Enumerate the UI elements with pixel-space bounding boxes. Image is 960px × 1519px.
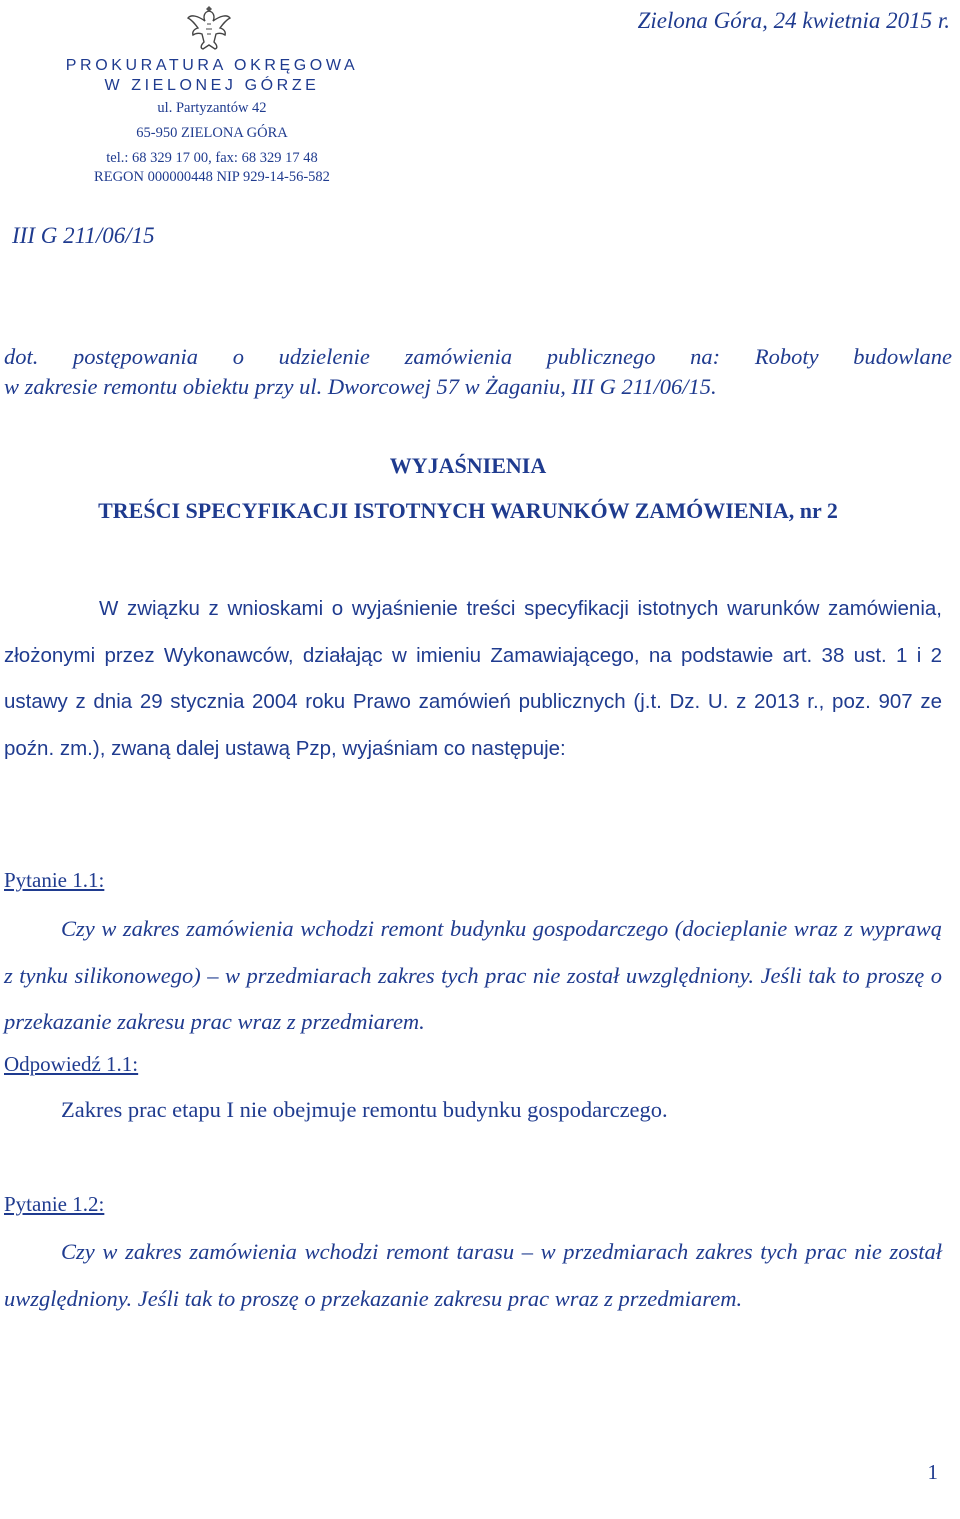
question-1-1-text: Czy w zakres zamówienia wchodzi remont budynku gospodarczego (docieplanie wraz z wyprawą z tynku silikonowego) – w przedmiarach zakres tych prac nie został uwzględniony. Jeśli tak to proszę o przekazanie zakresu prac wraz z przedmiarem. bbox=[4, 916, 942, 1034]
office-name-line-2: W ZIELONEJ GÓRZE bbox=[104, 77, 320, 94]
subject-line-2: w zakresie remontu obiektu przy ul. Dworcowej 57 w Żaganiu, III G 211/06/15. bbox=[4, 374, 717, 399]
question-1-2-text: Czy w zakres zamówienia wchodzi remont tarasu – w przedmiarach zakres tych prac nie został uwzględniony. Jeśli tak to proszę o przekazanie zakresu prac wraz z przedmiarem. bbox=[4, 1239, 942, 1311]
document-subheading: TREŚCI SPECYFIKACJI ISTOTNYCH WARUNKÓW ZAMÓWIENIA, nr 2 bbox=[98, 498, 838, 523]
page-number: 1 bbox=[927, 1460, 938, 1484]
office-city: 65-950 ZIELONA GÓRA bbox=[136, 125, 288, 141]
subject bbox=[4, 342, 952, 402]
office-name-line-1: PROKURATURA OKRĘGOWA bbox=[65, 57, 359, 74]
office-street: ul. Partyzantów 42 bbox=[157, 100, 267, 116]
subject-line-1: dot. postępowania o udzielenie zamówienia publicznego na: Roboty budowlane bbox=[4, 344, 952, 369]
office-registry-ids: REGON 000000448 NIP 929-14-56-582 bbox=[94, 169, 330, 185]
answer-1-1-label: Odpowiedź 1.1: bbox=[4, 1052, 139, 1076]
case-number: III G 211/06/15 bbox=[12, 223, 155, 248]
office-phone: tel.: 68 329 17 00, fax: 68 329 17 48 bbox=[106, 150, 318, 166]
question-1-1-label: Pytanie 1.1: bbox=[4, 868, 105, 892]
place-and-date: Zielona Góra, 24 kwietnia 2015 r. bbox=[637, 8, 950, 33]
document-heading: WYJAŚNIENIA bbox=[389, 453, 547, 478]
polish-eagle-emblem-icon bbox=[186, 2, 232, 52]
question-1-2-label: Pytanie 1.2: bbox=[4, 1192, 105, 1216]
intro-paragraph: W związku z wnioskami o wyjaśnienie treści specyfikacji istotnych warunków zamówienia, złożonymi przez Wykonawców, działając w imieniu Zamawiającego, na podstawie art. 38 ust. 1 i 2 ustawy z dnia 29 stycznia 2004 roku Prawo zamówień publicznych (j.t. Dz. U. z 2013 r., poz. 907 ze poźn. zm.), zwaną dalej ustawą Pzp, wyjaśniam co następuje: bbox=[4, 597, 942, 760]
answer-1-1-text: Zakres prac etapu I nie obejmuje remontu budynku gospodarczego. bbox=[61, 1097, 668, 1122]
